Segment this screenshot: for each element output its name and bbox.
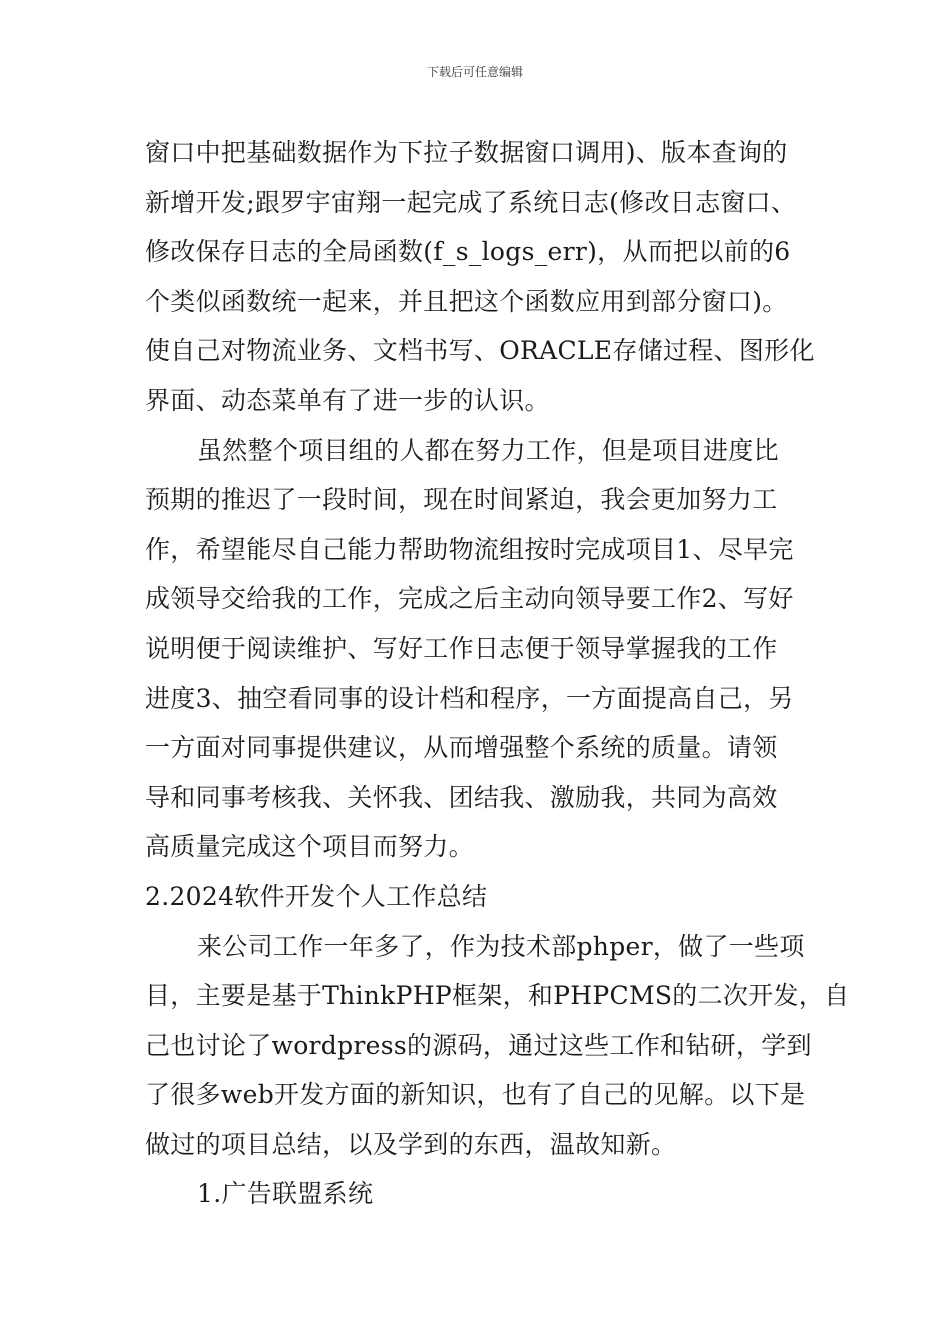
text-line: 目，主要是基于ThinkPHP框架，和PHPCMS的二次开发，自 [145,981,850,1011]
text-line: 窗口中把基础数据作为下拉子数据窗口调用)、版本查询的 [145,138,788,167]
text-line: 导和同事考核我、关怀我、团结我、激励我，共同为高效 [145,782,778,812]
text-line: 进度3、抽空看同事的设计档和程序，一方面提高自己，另 [145,683,794,713]
text-line: 作，希望能尽自己能力帮助物流组按时完成项目1、尽早完 [145,534,794,564]
text-line: 成领导交给我的工作，完成之后主动向领导要工作2、写好 [145,584,794,614]
text-line: 了很多web开发方面的新知识，也有了自己的见解。以下是 [145,1080,806,1110]
text-line: 界面、动态菜单有了进一步的认识。 [145,385,550,415]
paragraph-first-line: 虽然整个项目组的人都在努力工作，但是项目进度比 [197,435,779,465]
text-line: 说明便于阅读维护、写好工作日志便于领导掌握我的工作 [145,633,778,663]
paragraph-first-line: 来公司工作一年多了，作为技术部phper，做了一些项 [197,931,805,961]
document-body [145,128,850,1219]
text-line: 使自己对物流业务、文档书写、ORACLE存储过程、图形化 [145,336,815,366]
text-line: 修改保存日志的全局函数(f_s_logs_err)，从而把以前的6 [145,237,791,267]
subsection-heading: 1.广告联盟系统 [197,1179,374,1209]
text-line: 高质量完成这个项目而努力。 [145,832,474,862]
text-line: 己也讨论了wordpress的源码，通过这些工作和钻研，学到 [145,1030,812,1060]
section-heading: 2.2024软件开发个人工作总结 [145,881,488,911]
text-line: 做过的项目总结，以及学到的东西，温故知新。 [145,1129,677,1159]
text-line: 个类似函数统一起来，并且把这个函数应用到部分窗口)。 [145,286,788,316]
page-header: 下载后可任意编辑 [426,65,523,79]
text-line: 预期的推迟了一段时间，现在时间紧迫，我会更加努力工 [145,485,778,515]
text-line: 新增开发;跟罗宇宙翔一起完成了系统日志(修改日志窗口、 [145,187,797,217]
text-line: 一方面对同事提供建议，从而增强整个系统的质量。请领 [145,733,778,763]
